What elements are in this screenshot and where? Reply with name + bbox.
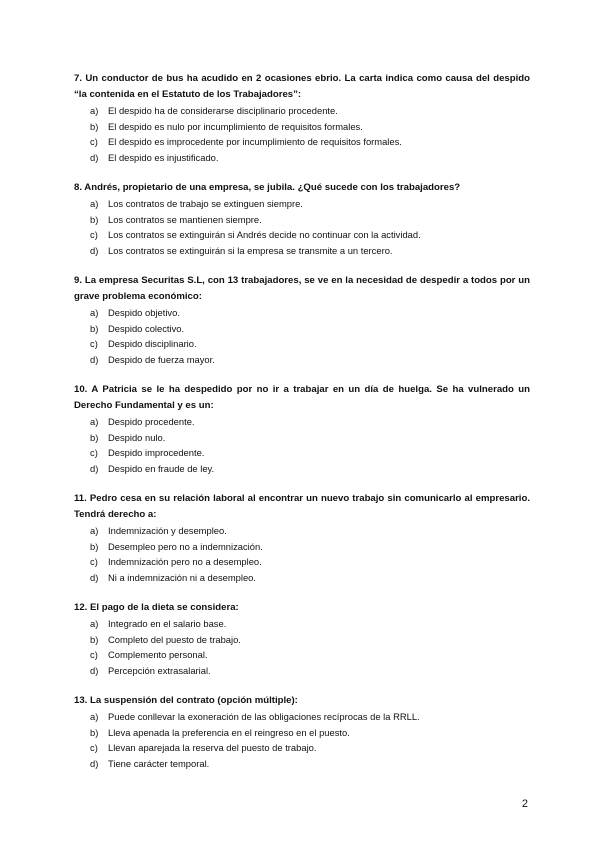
option-letter: b) [90,540,99,552]
option-text: Despido colectivo. [108,322,185,334]
option-c [74,134,530,150]
option-text: Despido objetivo. [108,307,180,318]
option-letter: d) [90,757,99,769]
option-text: El despido es injustificado. [108,151,219,163]
option-text: Indemnización y desempleo. [108,525,227,536]
option-letter: b) [90,322,99,334]
question-13 [74,693,530,771]
option-letter: c) [90,742,98,753]
option-text: Completo del puesto de trabajo. [108,633,241,645]
option-letter: b) [90,633,99,645]
option-d [74,756,530,772]
question-10 [74,382,530,476]
option-text: Lleva apenada la preferencia en el reingreso en el puesto. [108,726,350,738]
option-c [74,227,530,243]
options-list [74,523,530,585]
option-a [74,103,530,119]
option-letter: b) [90,120,99,132]
option-letter: a) [90,618,99,629]
question-7 [74,71,530,165]
option-a [74,523,530,539]
option-text: El despido ha de considerarse disciplinario procedente. [108,105,338,116]
question-stem: 11. Pedro cesa en su relación laboral al encontrar un nuevo trabajo sin comunicarlo al empresario. Tendrá derecho a: [74,493,530,520]
option-letter: a) [90,711,99,722]
option-letter: c) [90,229,98,240]
options-list [74,103,530,165]
option-text: El despido es nulo por incumplimiento de requisitos formales. [108,120,363,132]
option-letter: b) [90,726,99,738]
option-letter: c) [90,338,98,349]
option-text: El despido es improcedente por incumplimiento de requisitos formales. [108,136,402,147]
option-d [74,352,530,368]
option-text: Los contratos se extinguirán si la empresa se transmite a un tercero. [108,244,393,256]
options-list [74,414,530,476]
option-letter: c) [90,649,98,660]
option-letter: d) [90,571,99,583]
question-9 [74,273,530,367]
option-text: Puede conllevar la exoneración de las obligaciones recíprocas de la RRLL. [108,711,420,722]
option-d [74,150,530,166]
option-c [74,740,530,756]
question-stem: 12. El pago de la dieta se considera: [74,602,239,613]
option-text: Los contratos se extinguirán si Andrés decide no continuar con la actividad. [108,229,421,240]
options-list [74,616,530,678]
question-12 [74,600,530,678]
question-stem: 9. La empresa Securitas S.L, con 13 trabajadores, se ve en la necesidad de despedir a todos por un grave problema económico: [74,275,530,302]
option-text: Despido de fuerza mayor. [108,353,215,365]
option-text: Desempleo pero no a indemnización. [108,540,263,552]
option-c [74,336,530,352]
question-stem: 8. Andrés, propietario de una empresa, se jubila. ¿Qué sucede con los trabajadores? [74,182,461,193]
option-text: Ni a indemnización ni a desempleo. [108,571,256,583]
option-c [74,554,530,570]
question-8 [74,180,530,258]
option-letter: b) [90,213,99,225]
option-letter: c) [90,447,98,458]
option-letter: c) [90,556,98,567]
option-text: Integrado en el salario base. [108,618,227,629]
question-stem: 10. A Patricia se le ha despedido por no ir a trabajar en un día de huelga. Se ha vulnerado un Derecho Fundamental y es un: [74,384,530,411]
option-text: Complemento personal. [108,649,208,660]
option-d [74,663,530,679]
option-a [74,709,530,725]
option-a [74,616,530,632]
option-text: Despido procedente. [108,416,195,427]
option-b [74,119,530,135]
page-number: 2 [521,798,528,810]
options-list [74,709,530,771]
option-b [74,212,530,228]
option-b [74,725,530,741]
option-text: Despido en fraude de ley. [108,462,215,474]
option-letter: d) [90,151,99,163]
option-b [74,632,530,648]
option-a [74,196,530,212]
option-d [74,243,530,259]
option-letter: b) [90,431,99,443]
option-a [74,305,530,321]
option-b [74,539,530,555]
option-text: Despido improcedente. [108,447,205,458]
options-list [74,196,530,258]
option-letter: a) [90,105,99,116]
question-stem: 7. Un conductor de bus ha acudido en 2 ocasiones ebrio. La carta indica como causa del despido “la contenida en el Estatuto de los Trabajadores”: [74,73,530,100]
option-c [74,445,530,461]
option-letter: d) [90,664,99,676]
option-text: Los contratos se mantienen siempre. [108,213,262,225]
options-list [74,305,530,367]
question-11 [74,491,530,585]
option-b [74,430,530,446]
option-letter: a) [90,307,99,318]
option-text: Llevan aparejada la reserva del puesto de trabajo. [108,742,317,753]
option-letter: a) [90,416,99,427]
option-letter: d) [90,462,99,474]
option-letter: a) [90,525,99,536]
option-text: Indemnización pero no a desempleo. [108,556,262,567]
option-text: Percepción extrasalarial. [108,664,211,676]
option-letter: a) [90,198,99,209]
option-text: Despido disciplinario. [108,338,197,349]
option-d [74,570,530,586]
option-text: Los contratos de trabajo se extinguen siempre. [108,198,303,209]
option-text: Despido nulo. [108,431,166,443]
option-letter: c) [90,136,98,147]
option-letter: d) [90,244,99,256]
option-b [74,321,530,337]
option-text: Tiene carácter temporal. [108,757,210,769]
question-stem: 13. La suspensión del contrato (opción múltiple): [74,695,298,706]
option-a [74,414,530,430]
option-c [74,647,530,663]
option-letter: d) [90,353,99,365]
option-d [74,461,530,477]
